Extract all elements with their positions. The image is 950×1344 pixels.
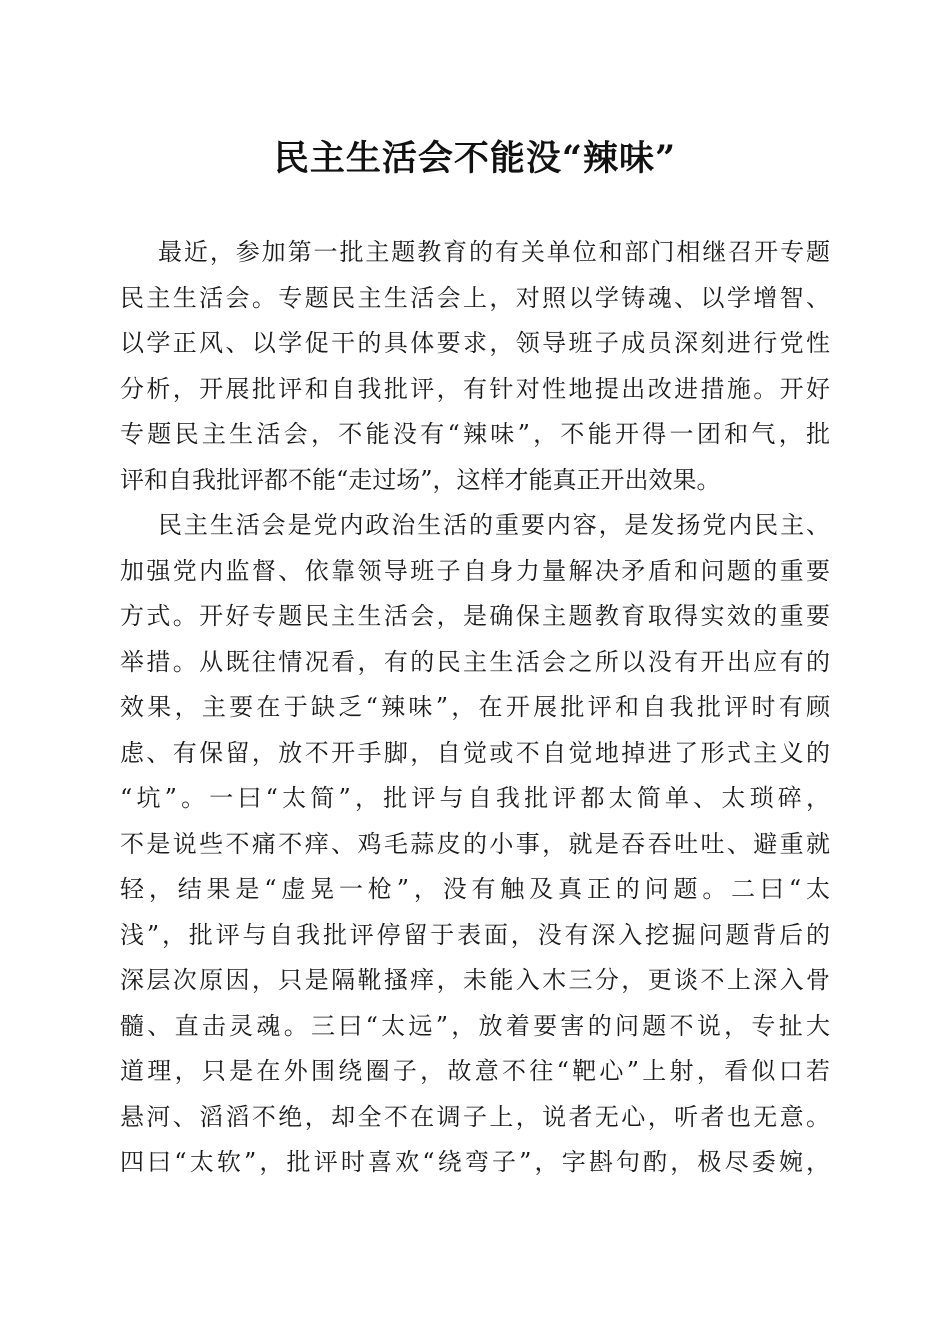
- paragraph-2-line-14: 悬河、滔滔不绝，却全不在调子上，说者无心，听者也无意。: [120, 1102, 830, 1131]
- paragraph-1-line-4: 分析，开展批评和自我批评，有针对性地提出改进措施。开好: [120, 374, 830, 403]
- paragraph-1-line-3: 以学正风、以学促干的具体要求，领导班子成员深刻进行党性: [120, 329, 830, 357]
- paragraph-2-line-2: 加强党内监督、依靠领导班子自身力量解决矛盾和问题的重要: [120, 556, 830, 585]
- paragraph-1-line-5: 专题民主生活会，不能没有“辣味”，不能开得一团和气，批: [120, 420, 830, 448]
- paragraph-2-line-10: 浅”，批评与自我批评停留于表面，没有深入挖掘问题背后的: [120, 920, 830, 949]
- paragraph-2-line-15: 四曰“太软”，批评时喜欢“绕弯子”，字斟句酌，极尽委婉，: [120, 1148, 830, 1176]
- paragraph-2-line-11: 深层次原因，只是隔靴搔痒，未能入木三分，更谈不上深入骨: [120, 966, 830, 994]
- paragraph-2-line-7: “坑”。一曰“太简”，批评与自我批评都太简单、太琐碎，: [120, 784, 830, 812]
- paragraph-2-line-1: 民主生活会是党内政治生活的重要内容，是发扬党内民主、: [158, 511, 830, 539]
- paragraph-2-line-6: 虑、有保留，放不开手脚，自觉或不自觉地掉进了形式主义的: [120, 738, 830, 767]
- paragraph-2-line-13: 道理，只是在外围绕圈子，故意不往“靶心”上射，看似口若: [120, 1057, 830, 1085]
- paragraph-2-line-5: 效果，主要在于缺乏“辣味”，在开展批评和自我批评时有顾: [120, 693, 830, 721]
- paragraph-2-line-8: 不是说些不痛不痒、鸡毛蒜皮的小事，就是吞吞吐吐、避重就: [120, 829, 830, 858]
- paragraph-2-line-12: 髓、直击灵魂。三曰“太远”，放着要害的问题不说，专扯大: [120, 1011, 830, 1040]
- paragraph-2-line-9: 轻，结果是“虚晃一枪”，没有触及真正的问题。二曰“太: [120, 875, 830, 903]
- paragraph-1-line-1: 最近，参加第一批主题教育的有关单位和部门相继召开专题: [158, 238, 830, 266]
- document-title: 民主生活会不能没“辣味”: [273, 138, 677, 179]
- paragraph-2-line-4: 举措。从既往情况看，有的民主生活会之所以没有开出应有的: [120, 647, 830, 676]
- paragraph-1-line-6: 评和自我批评都不能“走过场”，这样才能真正开出效果。: [120, 465, 721, 494]
- document-body: [120, 230, 830, 1186]
- paragraph-1-line-2: 民主生活会。专题民主生活会上，对照以学铸魂、以学增智、: [120, 283, 830, 312]
- paragraph-2-line-3: 方式。开好专题民主生活会，是确保主题教育取得实效的重要: [120, 602, 830, 630]
